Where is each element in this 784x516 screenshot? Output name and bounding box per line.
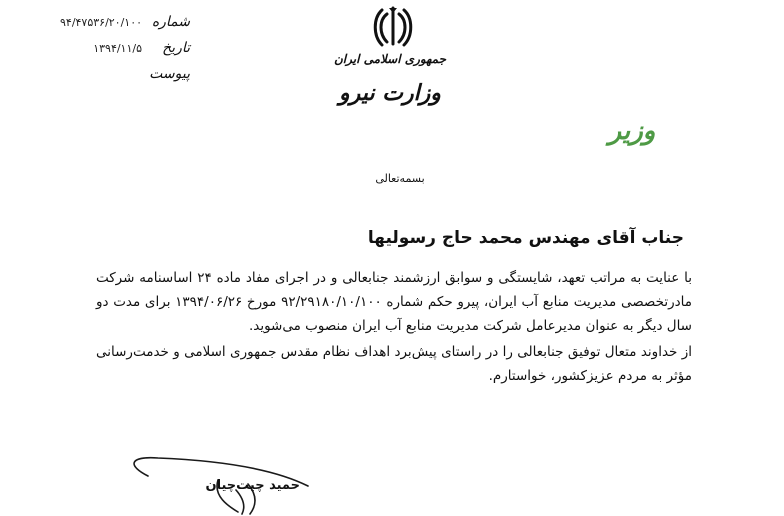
body-paragraph: با عنایت به مراتب تعهد، شایستگی و سوابق ارزشمند جنابعالی و در اجرای مفاد ماده ۲۴ اساسنامه شرکت مادرتخصصی مدیریت منابع آب ایران، پیرو حکم شماره ۹۲/۲۹۱۸۰/۱۰/۱۰۰ مورخ ۱۳۹۴/۰۶/۲۶ برای مدت دو سال دیگر به عنوان مدیرعامل شرکت مدیریت منابع آب ایران منصوب می‌شوید. [96, 270, 692, 334]
addressee: جناب آقای مهندس محمد حاج رسولیها [367, 228, 684, 248]
ministry-name: وزارت نیرو [339, 80, 441, 106]
meta-row-date [60, 40, 190, 66]
letter-body [96, 266, 692, 388]
meta-row-attachment [60, 66, 190, 92]
meta-value: ۹۴/۴۷۵۳۶/۲۰/۱۰۰ [60, 16, 143, 29]
bismillah: بسمه‌تعالی [375, 172, 425, 185]
body-paragraph: از خداوند متعال توفیق جنابعالی را در راستای پیش‌برد اهداف نظام مقدس جمهوری اسلامی و خدمت‌رسانی مؤثر به مردم عزیزکشور، خواستارم. [96, 344, 692, 384]
signer-name: حمید چیت‌چیان [205, 478, 300, 493]
country-name: جمهوری اسلامی ایران [333, 52, 447, 66]
meta-row-number [60, 14, 190, 40]
meta-label: پیوست [149, 66, 190, 82]
minister-title: وزیر [608, 116, 656, 146]
iran-emblem-icon [371, 4, 415, 48]
meta-value: ۱۳۹۴/۱۱/۵ [93, 42, 142, 55]
meta-label: شماره [151, 14, 190, 30]
meta-label: تاریخ [162, 40, 190, 56]
letter-meta [60, 14, 190, 92]
